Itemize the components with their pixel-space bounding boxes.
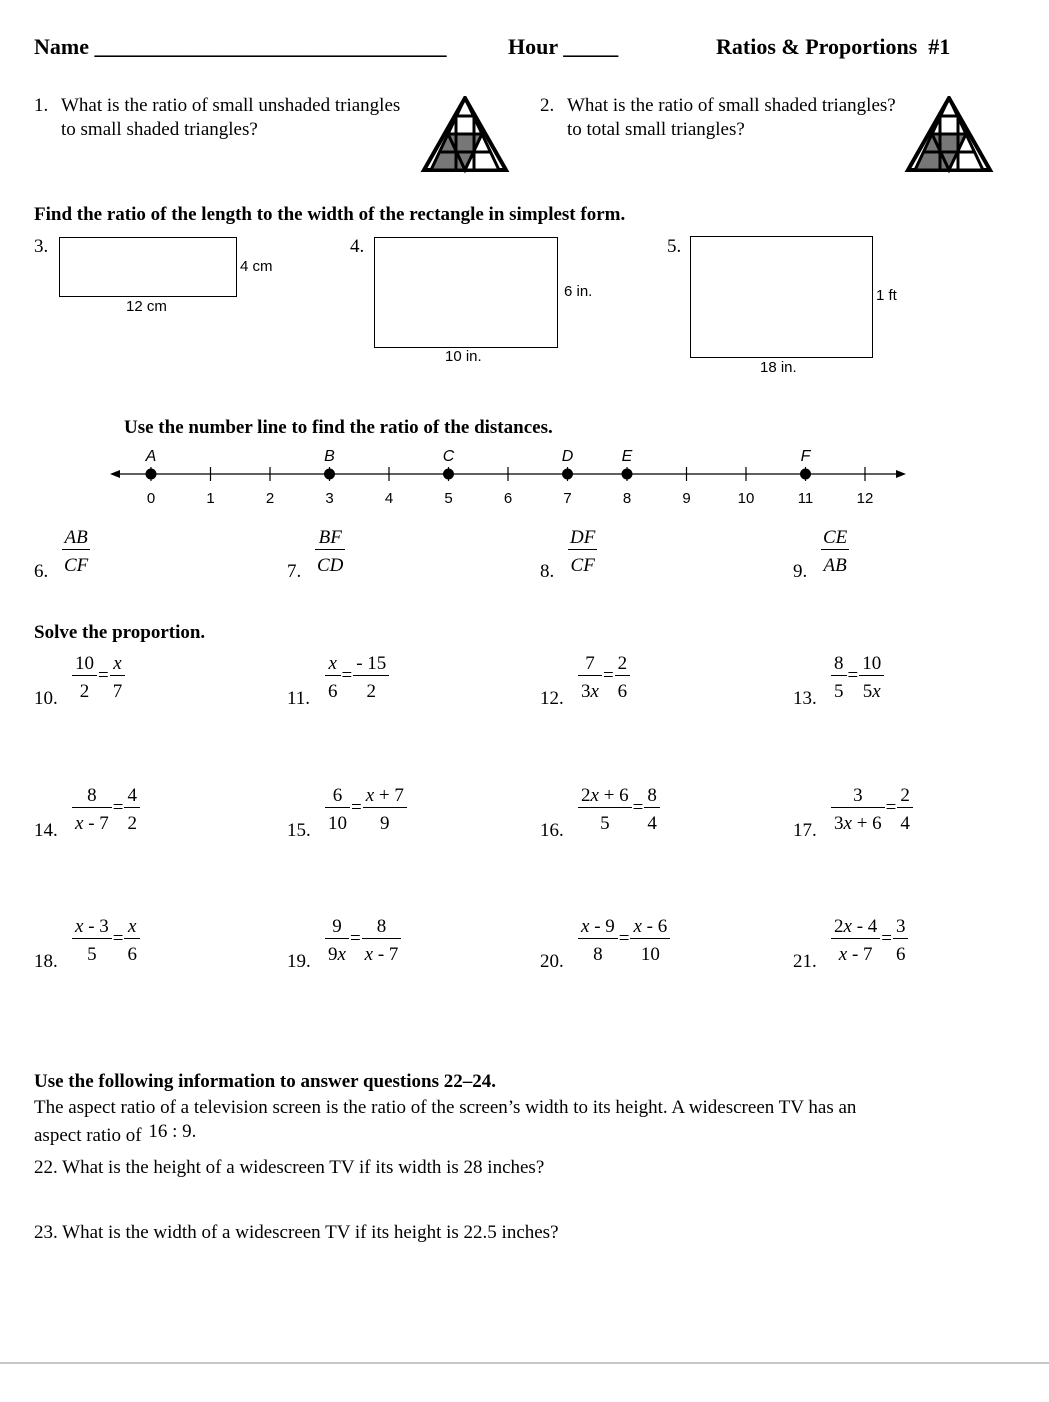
left-fraction <box>831 916 880 966</box>
fraction-denominator: 7 <box>112 681 123 702</box>
left-fraction <box>72 916 112 966</box>
fraction-numerator: x <box>325 653 341 676</box>
right-fraction <box>110 653 126 703</box>
right-arrow-icon <box>896 470 906 478</box>
fraction-numerator: DF <box>570 527 596 548</box>
left-arrow-icon <box>110 470 120 478</box>
tv-paragraph-line2: aspect ratio of <box>34 1125 142 1146</box>
hour-field-label: Hour _____ <box>508 34 619 59</box>
point-label: D <box>561 448 574 465</box>
fraction-denominator: 3x + 6 <box>834 813 882 834</box>
fraction-numerator: 10 <box>859 653 884 676</box>
equals-sign: = <box>112 797 124 818</box>
right-fraction <box>630 916 670 966</box>
distance-ratio-fraction <box>315 527 345 577</box>
q1-triangle-figure <box>420 96 510 174</box>
fraction-numerator: x <box>124 916 140 939</box>
fraction-denominator: x - 7 <box>75 813 109 834</box>
fraction-numerator: x - 9 <box>578 916 618 939</box>
left-fraction <box>325 916 349 966</box>
q22-text: 22. What is the height of a widescreen TV if its width is 28 inches? <box>34 1157 545 1178</box>
fraction-numerator: x + 7 <box>363 785 407 808</box>
left-fraction <box>831 653 847 703</box>
q2-number: 2. <box>540 95 555 116</box>
distance-ratio-fraction <box>821 527 849 577</box>
right-fraction <box>897 785 913 835</box>
fraction-denominator: 2 <box>127 813 137 834</box>
proportion-question-number: 12. <box>540 688 564 709</box>
page-divider <box>0 1362 1049 1364</box>
fraction-numerator: 4 <box>124 785 140 808</box>
q2-line1: What is the ratio of small shaded triangles? <box>567 95 896 116</box>
left-fraction <box>72 785 112 835</box>
q5-rectangle <box>690 236 873 358</box>
right-fraction <box>124 916 140 966</box>
fraction-denominator: 3x <box>581 681 599 702</box>
fraction-denominator: 6 <box>895 944 906 965</box>
aspect-ratio-value: 16 : 9. <box>148 1121 197 1142</box>
left-fraction <box>831 785 885 835</box>
equals-sign: = <box>341 665 353 686</box>
equals-sign: = <box>112 928 124 949</box>
fraction-numerator: 8 <box>644 785 660 808</box>
fraction-numerator: 3 <box>893 916 909 939</box>
right-fraction <box>124 785 140 835</box>
fraction-numerator: x - 3 <box>72 916 112 939</box>
ratio-question-number: 8. <box>540 561 555 582</box>
q5-bottom-label: 18 in. <box>760 359 797 376</box>
q3-bottom-label: 12 cm <box>126 298 167 315</box>
fraction-numerator: - 15 <box>353 653 389 676</box>
number-line <box>100 440 920 515</box>
q2-triangle-figure <box>904 96 994 174</box>
fraction-denominator: 4 <box>647 813 657 834</box>
proportion-equation <box>831 916 908 966</box>
q3-side-label: 4 cm <box>240 258 273 275</box>
right-fraction <box>615 653 631 703</box>
point-marker <box>800 469 811 480</box>
fraction-denominator: 9x <box>328 944 346 965</box>
fraction-denominator: 9 <box>380 813 390 834</box>
fraction-numerator: 2x - 4 <box>831 916 880 939</box>
equals-sign: = <box>349 928 361 949</box>
fraction-denominator: CF <box>570 555 595 576</box>
tick-label: 12 <box>856 490 874 507</box>
fraction-numerator: 9 <box>325 916 349 939</box>
fraction-denominator: 2 <box>79 681 90 702</box>
fraction-denominator: x - 7 <box>364 944 399 965</box>
fraction-numerator: 8 <box>72 785 112 808</box>
fraction-denominator: 8 <box>593 944 603 965</box>
ratio-question-number: 6. <box>34 561 49 582</box>
proportion-question-number: 21. <box>793 951 817 972</box>
fraction-numerator: 7 <box>578 653 602 676</box>
proportion-equation <box>325 653 389 703</box>
distance-ratio-fraction <box>568 527 597 577</box>
fraction-numerator: 8 <box>362 916 402 939</box>
left-fraction <box>72 653 97 703</box>
fraction-denominator: 4 <box>900 813 910 834</box>
tick-label: 10 <box>737 490 755 507</box>
fraction-numerator: AB <box>62 527 90 550</box>
tv-instruction: Use the following information to answer questions 22–24. <box>34 1071 496 1092</box>
proportion-question-number: 11. <box>287 688 311 709</box>
q1-line1: What is the ratio of small unshaded triangles <box>61 95 401 116</box>
proportion-equation <box>578 785 660 835</box>
q5-number: 5. <box>667 236 682 257</box>
point-label: B <box>324 448 335 465</box>
fraction-numerator: 2 <box>615 653 631 676</box>
tv-paragraph-line1: The aspect ratio of a television screen is the ratio of the screen’s width to its height. A widescreen TV has an <box>34 1097 857 1118</box>
proportion-equation <box>831 653 884 703</box>
equals-sign: = <box>618 928 630 949</box>
proportion-equation <box>831 785 913 835</box>
tick-label: 4 <box>384 490 394 507</box>
point-marker <box>443 469 454 480</box>
equals-sign: = <box>602 665 614 686</box>
proportion-question-number: 18. <box>34 951 58 972</box>
equals-sign: = <box>98 665 109 686</box>
fraction-numerator: 2 <box>897 785 913 808</box>
proportion-equation <box>325 916 401 966</box>
tick-label: 7 <box>563 490 572 507</box>
equals-sign: = <box>847 665 859 686</box>
tick-label: 9 <box>682 490 691 507</box>
right-fraction <box>363 785 407 835</box>
proportion-instruction: Solve the proportion. <box>34 622 206 643</box>
proportion-equation <box>578 653 630 703</box>
equals-sign: = <box>881 928 892 949</box>
fraction-denominator: 5 <box>87 944 97 965</box>
q4-rectangle <box>374 237 558 348</box>
proportion-question-number: 14. <box>34 820 58 841</box>
proportion-question-number: 17. <box>793 820 817 841</box>
fraction-denominator: x - 7 <box>838 944 873 965</box>
point-label: C <box>442 448 455 465</box>
q4-side-label: 6 in. <box>564 283 593 300</box>
tick-label: 5 <box>444 490 453 507</box>
tick-label: 8 <box>622 490 632 507</box>
tick-label: 0 <box>146 490 156 507</box>
point-label: E <box>621 448 633 465</box>
point-marker <box>146 469 157 480</box>
fraction-numerator: BF <box>315 527 345 550</box>
tick-label: 2 <box>265 490 275 507</box>
tick-label: 1 <box>206 490 215 507</box>
right-fraction <box>353 653 389 703</box>
left-fraction <box>578 916 618 966</box>
fraction-numerator: 3 <box>831 785 885 808</box>
point-label: F <box>800 448 811 465</box>
right-fraction <box>362 916 402 966</box>
fraction-numerator: 6 <box>325 785 350 808</box>
fraction-denominator: 10 <box>328 813 347 834</box>
tv-paragraph-line2-wrap <box>34 1123 196 1148</box>
fraction-denominator: CF <box>64 555 89 576</box>
fraction-denominator: 6 <box>328 681 338 702</box>
tick-label: 11 <box>797 490 814 507</box>
q4-number: 4. <box>350 236 365 257</box>
fraction-denominator: CD <box>317 555 344 576</box>
equals-sign: = <box>351 797 362 818</box>
q5-side-label: 1 ft <box>876 287 897 304</box>
left-fraction <box>325 653 341 703</box>
fraction-numerator: CE <box>823 527 848 548</box>
worksheet-title: Ratios & Proportions #1 <box>716 34 951 59</box>
equals-sign: = <box>885 797 897 818</box>
fraction-denominator: 6 <box>617 681 628 702</box>
q2-line2: to total small triangles? <box>567 119 745 140</box>
proportion-equation <box>578 916 670 966</box>
left-fraction <box>578 653 602 703</box>
proportion-question-number: 13. <box>793 688 817 709</box>
q1-number: 1. <box>34 95 49 116</box>
fraction-denominator: 6 <box>127 944 137 965</box>
proportion-equation <box>72 916 140 966</box>
q4-bottom-label: 10 in. <box>445 348 482 365</box>
fraction-numerator: x <box>110 653 126 676</box>
fraction-denominator: 5 <box>834 681 844 702</box>
fraction-denominator: 5x <box>862 681 881 702</box>
rectangle-instruction: Find the ratio of the length to the width of the rectangle in simplest form. <box>34 204 626 225</box>
fraction-numerator: 10 <box>72 653 97 676</box>
equals-sign: = <box>632 797 644 818</box>
point-marker <box>562 469 573 480</box>
proportion-question-number: 19. <box>287 951 311 972</box>
fraction-denominator: AB <box>823 555 847 576</box>
name-field-label: Name ________________________________ <box>34 34 447 59</box>
tick-label: 3 <box>325 490 334 507</box>
right-fraction <box>893 916 909 966</box>
proportion-question-number: 15. <box>287 820 311 841</box>
q3-rectangle <box>59 237 237 297</box>
ratio-question-number: 9. <box>793 561 808 582</box>
left-fraction <box>578 785 632 835</box>
point-label: A <box>145 448 157 465</box>
fraction-numerator: x - 6 <box>630 916 670 939</box>
proportion-question-number: 10. <box>34 688 58 709</box>
q1-line2: to small shaded triangles? <box>61 119 258 140</box>
number-line-instruction: Use the number line to find the ratio of the distances. <box>124 417 553 438</box>
ratio-question-number: 7. <box>287 561 302 582</box>
fraction-denominator: 10 <box>640 944 660 965</box>
proportion-equation <box>72 653 125 703</box>
proportion-question-number: 16. <box>540 820 564 841</box>
tick-label: 6 <box>503 490 513 507</box>
point-marker <box>324 469 335 480</box>
q23-text: 23. What is the width of a widescreen TV if its height is 22.5 inches? <box>34 1222 559 1243</box>
right-fraction <box>859 653 884 703</box>
left-fraction <box>325 785 350 835</box>
distance-ratio-fraction <box>62 527 90 577</box>
fraction-denominator: 5 <box>600 813 610 834</box>
proportion-equation <box>325 785 407 835</box>
proportion-equation <box>72 785 140 835</box>
fraction-numerator: 2x + 6 <box>578 785 632 808</box>
point-marker <box>622 469 633 480</box>
right-fraction <box>644 785 660 835</box>
fraction-numerator: 8 <box>831 653 847 676</box>
q3-number: 3. <box>34 236 49 257</box>
fraction-denominator: 2 <box>366 681 376 702</box>
proportion-question-number: 20. <box>540 951 564 972</box>
